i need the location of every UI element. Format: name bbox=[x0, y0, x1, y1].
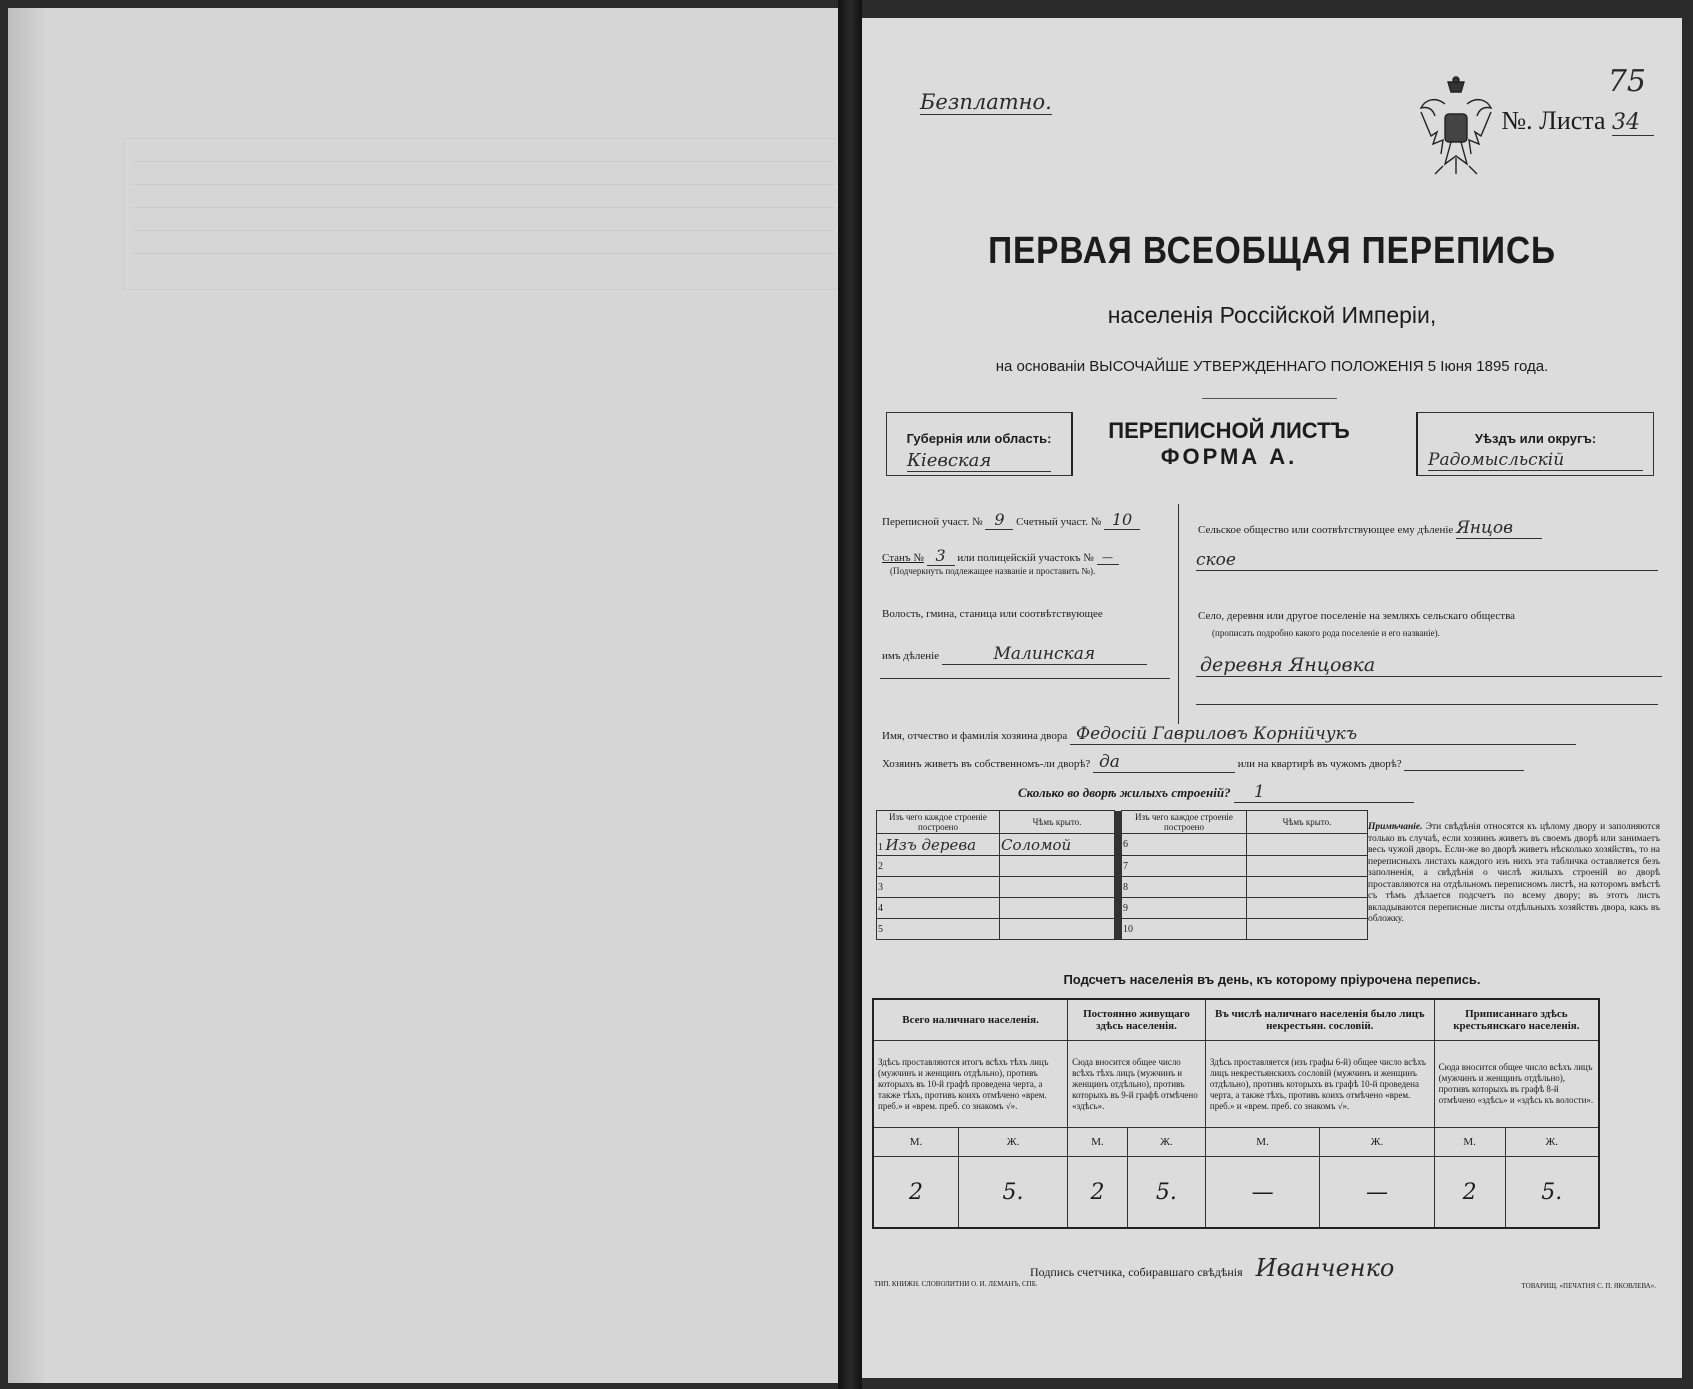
row-roof bbox=[1247, 834, 1368, 856]
note-title: Примѣчаніе. bbox=[1368, 822, 1423, 832]
group-head-permanent: Постоянно живущаго здѣсь населенія. bbox=[1068, 999, 1206, 1041]
summary-table-wrap bbox=[872, 998, 1600, 1229]
form-subtitle: населенія Россійской Имперіи, bbox=[1107, 302, 1437, 328]
group-desc-peasant: Сюда вносится общее число всѣхъ лицъ (мужчинъ и женщинъ отдѣльно), противъ которыхъ въ графѣ 8-й отмѣчено «здѣсь» и «здѣсь къ волости». bbox=[1434, 1041, 1599, 1128]
col-roof-right: Чѣмъ крыто. bbox=[1247, 811, 1368, 834]
row-roof bbox=[1000, 919, 1115, 940]
rented-label: или на квартирѣ въ чужомъ дворѣ? bbox=[1237, 758, 1402, 770]
bleed-through-lines bbox=[123, 138, 845, 290]
volost-label-2: имъ дѣленіе bbox=[882, 650, 940, 662]
table-row bbox=[877, 856, 1000, 877]
sheet-number-label-row bbox=[1501, 106, 1654, 136]
signature-value: Иванченко bbox=[1255, 1254, 1395, 1282]
row-roof: Соломой bbox=[1000, 834, 1115, 856]
buildings-table-wrap bbox=[876, 810, 1368, 940]
col-roof-left: Чѣмъ крыто. bbox=[1000, 811, 1115, 834]
stan-row bbox=[882, 546, 1172, 566]
imprint-right: ТОВАРИЩ. «ПЕЧАТНЯ С. П. ЯКОВЛЕВА». bbox=[1521, 1282, 1656, 1290]
archive-number: 75 bbox=[1607, 64, 1646, 99]
table-row bbox=[877, 877, 1000, 898]
village-blank-line bbox=[1196, 704, 1658, 705]
table-row bbox=[877, 919, 1000, 940]
row-number: 9 bbox=[1123, 902, 1128, 914]
form-label: ФОРМА А. bbox=[1160, 444, 1298, 469]
sheet-title: ПЕРЕПИСНОЙ ЛИСТЪ bbox=[1108, 418, 1350, 443]
table-row bbox=[1122, 834, 1247, 856]
village-value: деревня Янцовка bbox=[1196, 654, 1662, 677]
volost-label-1: Волость, гмина, станица или соотвѣтствующее bbox=[882, 608, 1103, 620]
note-block bbox=[1368, 822, 1660, 926]
table-row bbox=[1122, 877, 1247, 898]
col-material-right: Изъ чего каждое строеніе построено bbox=[1122, 811, 1247, 834]
row-number: 4 bbox=[878, 902, 883, 914]
row-roof bbox=[1247, 877, 1368, 898]
owner-name-label: Имя, отчество и фамилія хозяина двора bbox=[882, 730, 1068, 742]
row-number: 6 bbox=[1123, 839, 1128, 850]
ornament-rule bbox=[1202, 398, 1337, 399]
group-desc-permanent: Сюда вносится общее число всѣхъ тѣхъ лицъ (мужчинъ и женщинъ отдѣльно), противъ которыхъ въ 9-й графѣ отмѣчено «здѣсь». bbox=[1068, 1041, 1206, 1128]
count-district-value: 10 bbox=[1104, 510, 1140, 530]
police-label: или полицейскій участокъ № bbox=[957, 552, 1094, 564]
male-header: М. bbox=[1068, 1128, 1128, 1157]
row-roof bbox=[1247, 919, 1368, 940]
society-value-1: Янцов bbox=[1456, 518, 1542, 539]
village-label: Село, деревня или другое поселеніе на земляхъ сельскаго общества bbox=[1198, 610, 1516, 622]
row-roof bbox=[1000, 898, 1115, 919]
row-number: 5 bbox=[878, 923, 883, 935]
gubernia-box bbox=[886, 412, 1073, 476]
male-header: М. bbox=[1434, 1128, 1505, 1157]
table-gap bbox=[1115, 811, 1122, 834]
rented-blank bbox=[1404, 758, 1524, 771]
nonpeasant-male-value: — bbox=[1205, 1157, 1319, 1229]
col-material-left: Изъ чего каждое строеніе построено bbox=[877, 811, 1000, 834]
census-district-label: Переписной участ. № bbox=[882, 516, 983, 528]
page-stack-edge bbox=[8, 8, 44, 1383]
buildings-value: 1 bbox=[1234, 782, 1414, 803]
uezd-label: Уѣздъ или округъ: bbox=[1474, 431, 1597, 446]
summary-title: Подсчетъ населенія въ день, къ которому пріурочена перепись. bbox=[1063, 972, 1481, 987]
row-roof bbox=[1000, 877, 1115, 898]
underline-note: (Подчеркнуть подлежащее названіе и проставить №). bbox=[890, 566, 1096, 576]
row-roof bbox=[1247, 856, 1368, 877]
female-header: Ж. bbox=[1505, 1128, 1599, 1157]
total-male-value: 2 bbox=[873, 1157, 958, 1229]
nonpeasant-female-value: — bbox=[1320, 1157, 1434, 1229]
stan-label: Станъ № bbox=[882, 552, 924, 564]
female-header: Ж. bbox=[1127, 1128, 1205, 1157]
free-label: Безплатно. bbox=[920, 90, 1052, 114]
group-desc-total: Здѣсь проставляются итогъ всѣхъ тѣхъ лицъ (мужчинъ и женщинъ отдѣльно), противъ которыхъ въ 10-й графѣ проведена черта, а также тѣхъ, противъ коихъ отмѣчено «врем. преб.» и «врем. преб. со знакомъ √». bbox=[873, 1041, 1068, 1128]
row-number: 1 bbox=[878, 841, 883, 853]
female-header: Ж. bbox=[958, 1128, 1067, 1157]
stan-value: 3 bbox=[927, 546, 955, 566]
count-district-label: Счетный участ. № bbox=[1016, 516, 1102, 528]
permanent-male-value: 2 bbox=[1068, 1157, 1128, 1229]
volost-blank-line bbox=[880, 678, 1170, 679]
district-row bbox=[882, 510, 1172, 530]
row-number: 7 bbox=[1123, 860, 1128, 872]
note-text: Эти свѣдѣнія относятся къ цѣлому двору и заполняются только въ случаѣ, если хозяинъ живетъ въ своемъ дворѣ или занимаетъ весь чужой дворъ. Если-же во дворѣ живетъ нѣсколько хозяйствъ, то на переписныхъ листахъ каждого изъ нихъ эта табличка оставляется безъ заполненія, а свѣдѣнія о числѣ жилыхъ строеній во дворѣ проставляются на отдѣльномъ переписномъ листѣ, на которомъ вмѣстѣ съ тѣмъ дѣлается подсчетъ по всему двору; въ этотъ листъ вкладываются переписные листы отдѣльныхъ хозяйствъ двора, какъ въ обложку. bbox=[1368, 822, 1660, 924]
row-number: 8 bbox=[1123, 881, 1128, 893]
society-value-2: ское bbox=[1196, 550, 1658, 571]
table-row bbox=[877, 898, 1000, 919]
signature-label: Подпись счетчика, собиравшаго свѣдѣнія bbox=[1030, 1265, 1243, 1279]
row-number: 10 bbox=[1123, 923, 1133, 935]
row-roof bbox=[1247, 898, 1368, 919]
table-row bbox=[1122, 898, 1247, 919]
male-header: М. bbox=[1205, 1128, 1319, 1157]
female-header: Ж. bbox=[1320, 1128, 1434, 1157]
peasant-female-value: 5. bbox=[1505, 1157, 1599, 1229]
group-head-peasant: Приписаннаго здѣсь крестьянскаго населенія. bbox=[1434, 999, 1599, 1041]
own-yard-row bbox=[882, 752, 1524, 773]
double-eagle-emblem bbox=[1415, 74, 1497, 189]
sheet-title-box bbox=[1070, 418, 1388, 470]
uezd-box bbox=[1416, 412, 1654, 476]
uezd-value: Радомысльскій bbox=[1428, 450, 1643, 471]
male-header: М. bbox=[873, 1128, 958, 1157]
census-district-value: 9 bbox=[985, 510, 1013, 530]
buildings-row bbox=[1018, 782, 1414, 803]
row-number: 2 bbox=[878, 860, 883, 872]
field-divider bbox=[1178, 504, 1179, 724]
volost-row bbox=[882, 644, 1172, 665]
village-note: (прописать подробно какого рода поселеніе и его названіе). bbox=[1212, 628, 1440, 638]
own-yard-value: да bbox=[1093, 752, 1235, 773]
imprint-left: ТИП. КНИЖН. СЛОВОЛИТНИ О. И. ЛЕМАНЪ, СПБ. bbox=[874, 1280, 1038, 1288]
buildings-label: Сколько во дворѣ жилыхъ строеній? bbox=[1018, 785, 1231, 800]
sheet-number-label: №. Листа bbox=[1501, 106, 1606, 135]
society-row bbox=[1198, 518, 1542, 539]
peasant-male-value: 2 bbox=[1434, 1157, 1505, 1229]
group-head-total: Всего наличнаго населенія. bbox=[873, 999, 1068, 1041]
form-basis: на основаніи ВЫСОЧАЙШЕ УТВЕРЖДЕННАГО ПОЛОЖЕНІЯ 5 Іюня 1895 года. bbox=[995, 358, 1549, 375]
owner-name-row bbox=[882, 724, 1576, 745]
gubernia-label: Губернія или область: bbox=[906, 431, 1052, 446]
group-desc-nonpeasant: Здѣсь проставляется (изъ графы 6-й) общее число всѣхъ лицъ некрестьянскихъ сословій (мужчинъ и женщинъ отдѣльно), противъ которыхъ въ графѣ 10-й проведена черта, а также тѣхъ, противъ коихъ отмѣчено «врем. преб.» и «врем. преб. со знакомъ √». bbox=[1205, 1041, 1434, 1128]
census-form-page bbox=[862, 18, 1682, 1378]
table-row bbox=[1122, 856, 1247, 877]
form-main-title: ПЕРВАЯ ВСЕОБЩАЯ ПЕРЕПИСЬ bbox=[988, 230, 1556, 272]
left-page bbox=[8, 8, 840, 1383]
volost-value: Малинская bbox=[942, 644, 1147, 665]
police-value: — bbox=[1097, 551, 1119, 565]
summary-table bbox=[872, 998, 1600, 1229]
table-row bbox=[1122, 919, 1247, 940]
row-number: 3 bbox=[878, 881, 883, 893]
owner-name-value: Федосій Гавриловъ Корнійчукъ bbox=[1070, 724, 1576, 745]
total-female-value: 5. bbox=[958, 1157, 1067, 1229]
table-row bbox=[877, 834, 1000, 856]
gubernia-value: Кіевская bbox=[907, 450, 1051, 472]
row-material: Изъ деревa bbox=[885, 835, 977, 854]
book-spine bbox=[838, 0, 862, 1389]
group-head-nonpeasant: Въ числѣ наличнаго населенія было лицъ некрестьян. сословій. bbox=[1205, 999, 1434, 1041]
signature-row bbox=[1030, 1254, 1426, 1282]
sheet-number-value: 34 bbox=[1612, 110, 1654, 136]
society-label: Сельское общество или соотвѣтствующее ему дѣленіе bbox=[1198, 524, 1454, 536]
permanent-female-value: 5. bbox=[1127, 1157, 1205, 1229]
row-roof bbox=[1000, 856, 1115, 877]
own-yard-label: Хозяинъ живетъ въ собственномъ-ли дворѣ? bbox=[882, 758, 1091, 770]
buildings-table bbox=[876, 810, 1368, 940]
